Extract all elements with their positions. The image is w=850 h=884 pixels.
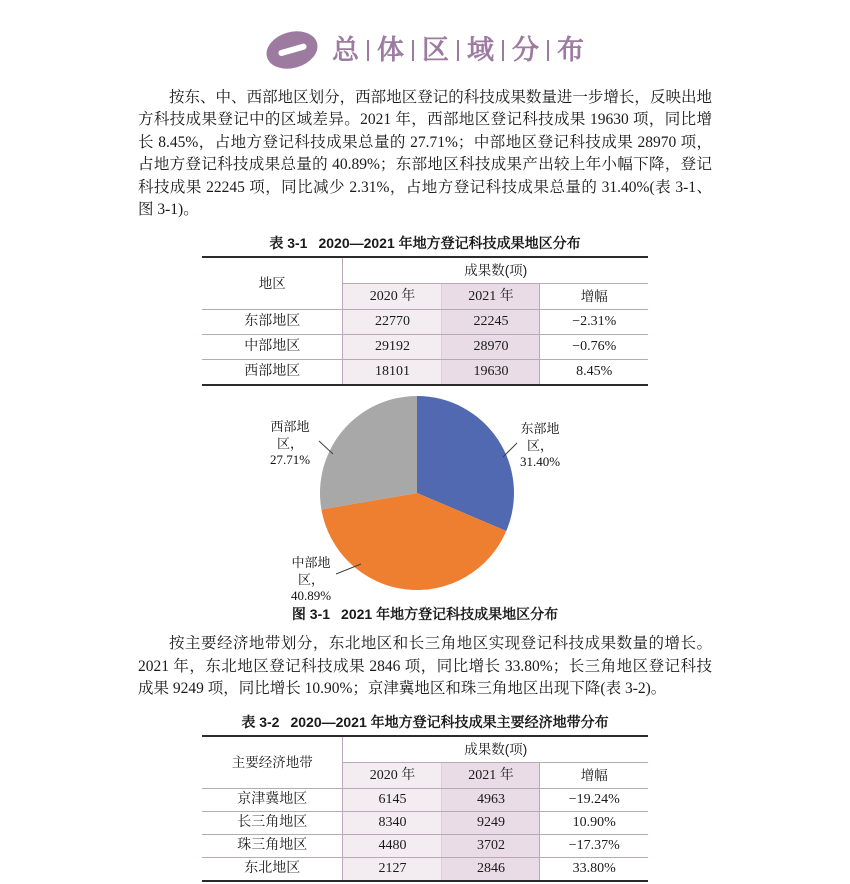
pie-label-central <box>282 555 340 605</box>
table2-header-2020: 2020 年 <box>343 762 442 788</box>
table-regions <box>202 256 648 386</box>
table2-caption <box>0 713 850 731</box>
table2-header-change: 增幅 <box>540 762 648 788</box>
region-cell: 东部地区 <box>202 310 343 335</box>
table-row <box>202 834 648 857</box>
pie-label-west-name: 西部地区， <box>270 419 310 451</box>
table2-caption-title: 2020—2021 年地方登记科技成果主要经济地带分布 <box>290 713 609 730</box>
section-number-one-icon <box>277 43 307 57</box>
value-2021-cell: 22245 <box>442 310 540 335</box>
title-char: 体 <box>377 34 404 65</box>
pie-slice-西部地区 <box>320 396 417 509</box>
table-row <box>202 811 648 834</box>
table1-caption-title: 2020—2021 年地方登记科技成果地区分布 <box>318 235 581 252</box>
change-cell: −19.24% <box>540 788 648 811</box>
title-divider <box>412 40 414 61</box>
pie-label-west <box>261 419 319 469</box>
zone-cell: 东北地区 <box>202 857 343 881</box>
pie-label-central-name: 中部地区， <box>291 555 331 587</box>
table1-header-group: 成果数(项) <box>343 257 648 284</box>
value-2021-cell: 19630 <box>442 360 540 386</box>
table-row <box>202 360 648 386</box>
title-char: 域 <box>467 34 494 65</box>
zone-cell: 长三角地区 <box>202 811 343 834</box>
value-2021-cell: 28970 <box>442 335 540 360</box>
table2-header-group: 成果数(项) <box>343 736 648 763</box>
change-cell: 10.90% <box>540 811 648 834</box>
page-title <box>332 34 584 65</box>
zone-cell: 珠三角地区 <box>202 834 343 857</box>
section-header <box>0 0 850 70</box>
value-2020-cell: 2127 <box>343 857 442 881</box>
figure-caption-title: 2021 年地方登记科技成果地区分布 <box>341 606 559 623</box>
title-char: 总 <box>332 34 359 65</box>
table1-header-2020: 2020 年 <box>343 284 442 310</box>
title-divider <box>457 40 459 61</box>
pie-label-east <box>509 421 571 471</box>
value-2021-cell: 9249 <box>442 811 540 834</box>
figure-caption <box>0 605 850 623</box>
leader-line-west <box>319 441 333 454</box>
title-divider <box>547 40 549 61</box>
pie-label-west-value: 27.71% <box>269 452 311 468</box>
pie-chart-figure <box>140 390 710 604</box>
change-cell: 33.80% <box>540 857 648 881</box>
table-row <box>202 310 648 335</box>
value-2020-cell: 18101 <box>343 360 442 386</box>
table1-header-change: 增幅 <box>540 284 648 310</box>
table-row <box>202 335 648 360</box>
table1-header-row-1 <box>202 257 648 284</box>
table-row <box>202 857 648 881</box>
title-char: 分 <box>512 34 539 65</box>
change-cell: 8.45% <box>540 360 648 386</box>
table1-caption-label: 表 3-1 <box>269 235 308 252</box>
pie-label-central-value: 40.89% <box>290 588 332 604</box>
table-economic-zones <box>202 735 648 882</box>
value-2020-cell: 29192 <box>343 335 442 360</box>
region-cell: 中部地区 <box>202 335 343 360</box>
value-2021-cell: 4963 <box>442 788 540 811</box>
table1-header-region: 地区 <box>202 257 343 310</box>
table1-caption <box>0 234 850 252</box>
value-2020-cell: 4480 <box>343 834 442 857</box>
table2-header-row-1 <box>202 736 648 763</box>
pie-label-east-name: 东部地区， <box>520 421 560 453</box>
table2-caption-label: 表 3-2 <box>241 713 280 730</box>
figure-caption-label: 图 3-1 <box>291 606 331 623</box>
title-divider <box>502 40 504 61</box>
value-2020-cell: 22770 <box>343 310 442 335</box>
title-char: 区 <box>422 34 449 65</box>
change-cell: −2.31% <box>540 310 648 335</box>
paragraph-2: 按主要经济地带划分，东北地区和长三角地区实现登记科技成果数量的增长。2021 年，东北地区登记科技成果 2846 项，同比增长 33.80%；长三角地区登记科技成果 9249 项，同比增长 10.90%；京津冀地区和珠三角地区出现下降(表 3-2)。 <box>138 635 712 698</box>
title-char: 布 <box>557 34 584 65</box>
value-2021-cell: 3702 <box>442 834 540 857</box>
zone-cell: 京津冀地区 <box>202 788 343 811</box>
pie-label-east-value: 31.40% <box>519 454 561 470</box>
change-cell: −17.37% <box>540 834 648 857</box>
value-2020-cell: 8340 <box>343 811 442 834</box>
table2-header-2021: 2021 年 <box>442 762 540 788</box>
value-2021-cell: 2846 <box>442 857 540 881</box>
table2-header-zone: 主要经济地带 <box>202 736 343 789</box>
paragraph-1: 按东、中、西部地区划分，西部地区登记的科技成果数量进一步增长，反映出地方科技成果登记中的区域差异。2021 年，西部地区登记科技成果 19630 项，同比增长 8.45%，占地方登记科技成果总量的 27.71%；中部地区登记科技成果 28970 项，占地方登记科技成果总量的 40.89%；东部地区科技成果产出较上年小幅下降，登记科技成果 22245 项，同比减少 2.31%，占地方登记科技成果总量的 31.40%(表 3-1、图 3-1)。 <box>138 89 712 219</box>
value-2020-cell: 6145 <box>343 788 442 811</box>
table1-header-2021: 2021 年 <box>442 284 540 310</box>
table-row <box>202 788 648 811</box>
section-number-badge <box>262 26 322 75</box>
region-cell: 西部地区 <box>202 360 343 386</box>
change-cell: −0.76% <box>540 335 648 360</box>
title-divider <box>367 40 369 61</box>
pie-chart <box>140 390 710 596</box>
